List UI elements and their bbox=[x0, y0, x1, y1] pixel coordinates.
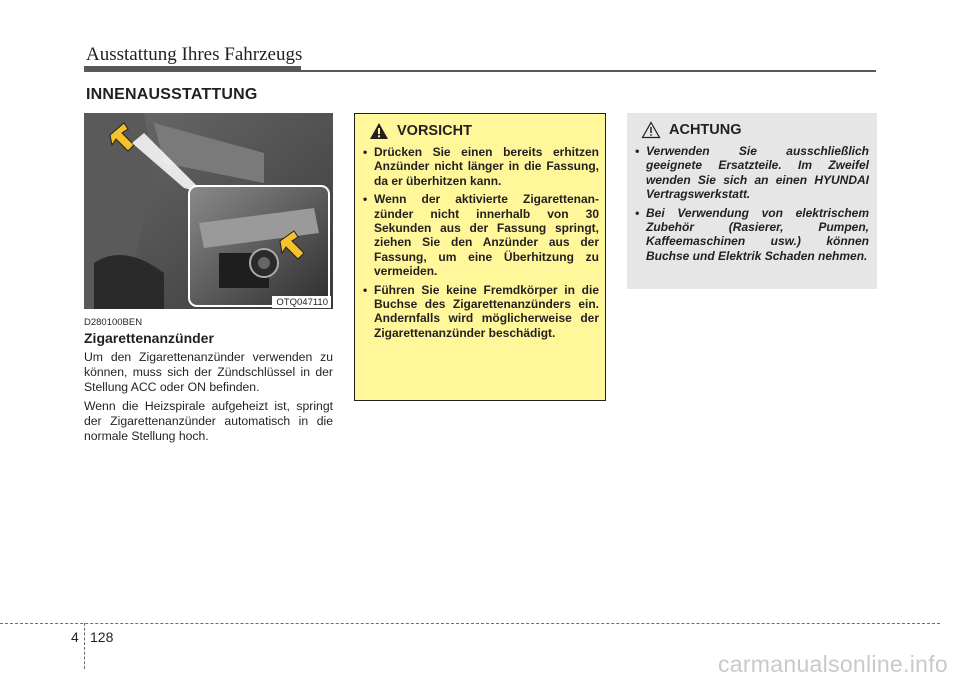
footer-vertical-divider bbox=[84, 623, 85, 669]
page-chapter-number: 4 bbox=[71, 629, 79, 645]
page-number: 128 bbox=[90, 629, 114, 645]
chapter-title: Ausstattung Ihres Fahrzeugs bbox=[86, 44, 303, 65]
reference-code: D280100BEN bbox=[84, 317, 143, 328]
vorsicht-header bbox=[369, 122, 472, 140]
vorsicht-item-2: • Wenn der aktivierte Zigarettenan-zünder nicht innerhalb von 30 Sekunden aus der Fassung springt, ziehen Sie den Anzünder aus der Fassung, um eine Überhitzung zu vermeiden. bbox=[363, 192, 599, 278]
watermark: carmanualsonline.info bbox=[717, 651, 948, 677]
vorsicht-item-1: • Drücken Sie einen bereits erhitzen Anzünder nicht länger in die Fassung, da er überhitzen kann. bbox=[363, 145, 599, 188]
subsection-title: Zigarettenanzünder bbox=[84, 330, 214, 346]
achtung-notice-box bbox=[627, 113, 877, 289]
cigarette-lighter-illustration bbox=[84, 113, 333, 309]
achtung-header bbox=[641, 121, 742, 139]
cigarette-lighter-photo bbox=[84, 113, 333, 309]
chapter-rule bbox=[301, 70, 876, 72]
photo-code: OTQ047110 bbox=[272, 296, 331, 308]
section-title: INNENAUSSTATTUNG bbox=[86, 86, 258, 103]
vorsicht-caution-box bbox=[354, 113, 606, 401]
warning-triangle-icon bbox=[369, 122, 389, 140]
achtung-title: ACHTUNG bbox=[669, 122, 742, 138]
vorsicht-title: VORSICHT bbox=[397, 123, 472, 139]
warning-triangle-outline-icon bbox=[641, 121, 661, 139]
achtung-list bbox=[635, 144, 869, 267]
body-paragraph-1: Um den Zigarettenanzünder verwenden zu können, muss sich der Zündschlüssel in der Stellung ACC oder ON befinden. bbox=[84, 350, 333, 394]
vorsicht-list bbox=[363, 145, 599, 344]
body-paragraph-2: Wenn die Heizspirale aufgeheizt ist, springt der Zigarettenanzünder automatisch in die normale Stellung hoch. bbox=[84, 399, 333, 443]
vorsicht-item-3: • Führen Sie keine Fremdkörper in die Buchse des Zigarettenanzünders ein. Andernfalls wird möglicherweise der Zigarettenanzünder beschädigt. bbox=[363, 283, 599, 341]
footer-divider bbox=[0, 623, 940, 624]
achtung-item-2: • Bei Verwendung von elektrischem Zubehör (Rasierer, Pumpen, Kaffeemaschinen usw.) können Buchse und Elektrik Schaden nehmen. bbox=[635, 206, 869, 264]
achtung-item-1: • Verwenden Sie ausschließlich geeignete Ersatzteile. Im Zweifel wenden Sie sich an einen HYUNDAI Vertragswerkstatt. bbox=[635, 144, 869, 202]
chapter-bar bbox=[84, 66, 301, 72]
